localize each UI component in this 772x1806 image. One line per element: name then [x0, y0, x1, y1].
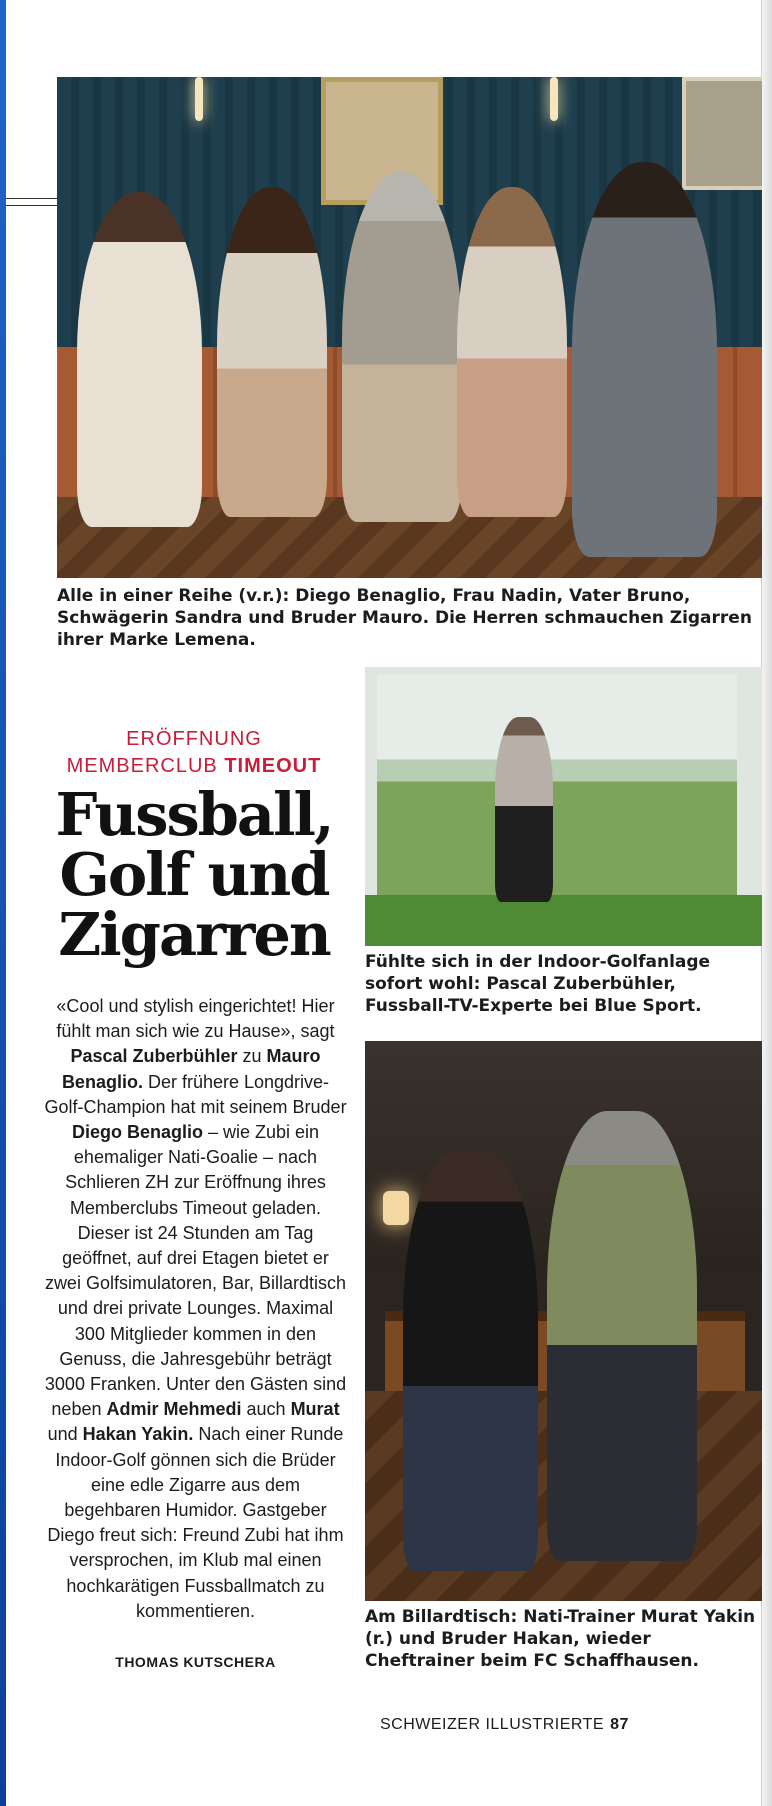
- lamp-glow: [383, 1191, 409, 1225]
- article-author: THOMAS KUTSCHERA: [115, 1654, 276, 1670]
- decorative-lines: [6, 198, 58, 212]
- body-text-segment: und: [47, 1424, 83, 1445]
- person-murat-yakin: [547, 1111, 697, 1561]
- billiard-caption: Am Billardtisch: Nati-Trainer Murat Yakin (r.) und Bruder Hakan, wieder Cheftrainer beim FC Schaffhausen.: [365, 1607, 756, 1671]
- article-headline: Fussball, Golf und Zigarren: [55, 780, 333, 969]
- person-diego: [77, 192, 202, 527]
- kicker-category: ERÖFFNUNG: [126, 728, 262, 750]
- golf-simulator-screen: [377, 675, 737, 897]
- body-text-segment: auch: [241, 1399, 291, 1420]
- body-text-segment: «Cool und stylish eingerichtet! Hier fühlt man sich wie zu Hause», sagt: [56, 996, 335, 1042]
- body-name-diego-benaglio: Diego Benaglio: [71, 1122, 203, 1143]
- article-body: [44, 994, 347, 1624]
- magazine-name: SCHWEIZER ILLUSTRIERTE: [380, 1716, 605, 1733]
- hero-photo: [57, 77, 762, 578]
- golf-turf: [365, 895, 762, 946]
- billiard-photo: [365, 1041, 762, 1601]
- golf-photo: [365, 667, 762, 946]
- body-name-hakan-yakin: Hakan Yakin.: [82, 1424, 194, 1445]
- wall-lamp: [550, 77, 558, 121]
- person-hakan-yakin: [403, 1151, 538, 1571]
- kicker-subject: [44, 753, 344, 779]
- person-nadin: [217, 187, 327, 517]
- page-edge-right: [761, 0, 772, 1806]
- kicker-highlight: TIMEOUT: [224, 755, 322, 777]
- kicker-prefix: MEMBERCLUB: [66, 755, 218, 777]
- hero-picture-frame-right: [682, 77, 762, 190]
- wall-lamp: [195, 77, 203, 121]
- person-bruno: [342, 172, 462, 522]
- body-text-segment: Der frühere Longdrive-Golf-Champion hat mit seinem Bruder: [44, 1071, 347, 1117]
- body-name-murat: Murat: [290, 1399, 340, 1420]
- hero-caption: Alle in einer Reihe (v.r.): Diego Benaglio, Frau Nadin, Vater Bruno, Schwägerin Sandra und Bruder Mauro. Die Herren schmauchen Zigarren ihrer Marke Lemena.: [57, 586, 752, 650]
- person-pascal-zuberbuehler: [495, 717, 553, 902]
- body-name-pascal-zuberbuehler: Pascal Zuberbühler: [70, 1046, 238, 1067]
- page-number: 87: [610, 1716, 629, 1733]
- person-sandra: [457, 187, 567, 517]
- person-mauro: [572, 162, 717, 557]
- body-text-segment: zu: [237, 1046, 267, 1067]
- golf-caption: Fühlte sich in der Indoor-Golfanlage sofort wohl: Pascal Zuberbühler, Fussball-TV-Experte bei Blue Sport.: [365, 952, 711, 1016]
- page-footer: [380, 1716, 680, 1734]
- body-text-segment: – wie Zubi ein ehemaliger Nati-Goalie – nach Schlieren ZH zur Eröffnung ihres Memberclubs Timeout geladen. Dieser ist 24 Stunden am Tag geöffnet, auf drei Etagen bietet er zwei Golfsimulatoren, Bar, Billardtisch und drei private Lounges. Maximal 300 Mitglieder kommen in den Genuss, die Jahresgebühr beträgt 3000 Franken. Unter den Gästen sind neben: [44, 1122, 347, 1420]
- page-edge-left: [0, 0, 6, 1806]
- body-name-mauro-benaglio: Mauro Benaglio.: [61, 1046, 321, 1092]
- body-text-segment: Nach einer Runde Indoor-Golf gönnen sich die Brüder eine edle Zigarre aus dem begehbaren Humidor. Gastgeber Diego freut sich: Freund Zubi hat ihm versprochen, im Klub mal einen hochkarätigen Fussballmatch zu kommentieren.: [47, 1424, 344, 1621]
- body-name-admir-mehmedi: Admir Mehmedi: [106, 1399, 242, 1420]
